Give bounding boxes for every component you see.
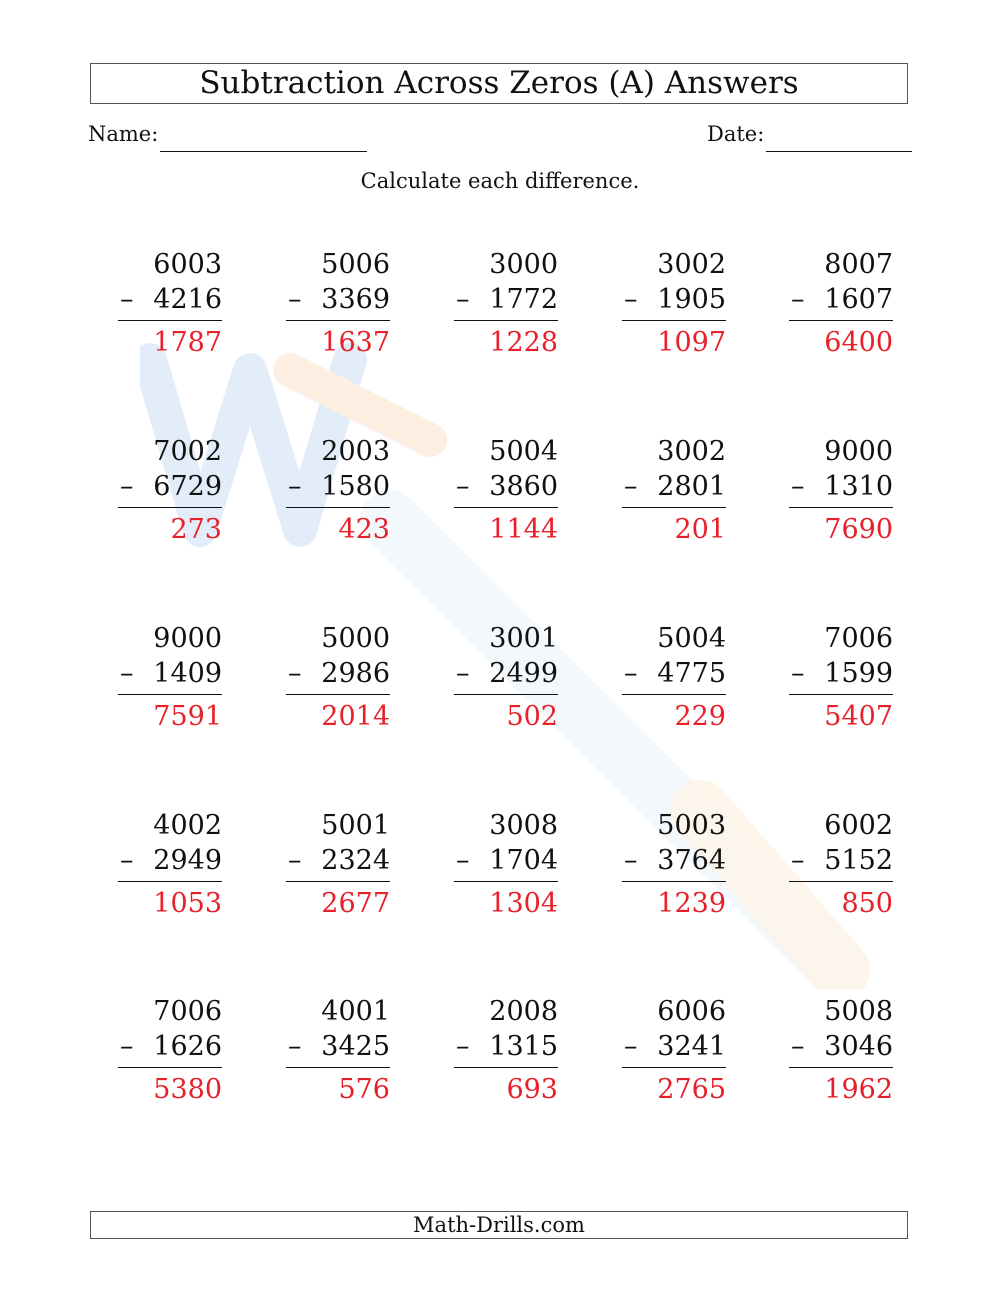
subtraction-problem [286, 436, 390, 566]
answer-rule [789, 507, 893, 508]
answer-rule [118, 320, 222, 321]
minuend: 5003 [657, 810, 726, 841]
answer: 1239 [657, 888, 726, 919]
subtraction-problem [118, 996, 222, 1126]
answer-rule [286, 507, 390, 508]
subtrahend: 1580 [321, 471, 390, 502]
answer: 1304 [489, 888, 558, 919]
minuend: 6006 [657, 996, 726, 1027]
minus-sign: – [456, 845, 470, 876]
answer: 693 [506, 1074, 558, 1105]
subtrahend: 3241 [657, 1031, 726, 1062]
minus-sign: – [288, 845, 302, 876]
minuend: 5004 [657, 623, 726, 654]
answer: 7690 [824, 514, 893, 545]
date-label: Date: [707, 122, 765, 146]
minuend: 4002 [153, 810, 222, 841]
minus-sign: – [791, 658, 805, 689]
subtrahend: 4775 [657, 658, 726, 689]
answer-rule [622, 881, 726, 882]
answer: 1787 [153, 327, 222, 358]
subtrahend: 3046 [824, 1031, 893, 1062]
answer-rule [454, 694, 558, 695]
subtraction-problem [622, 623, 726, 753]
subtrahend: 3425 [321, 1031, 390, 1062]
answer-rule [789, 694, 893, 695]
subtraction-problem [789, 249, 893, 379]
answer: 201 [674, 514, 726, 545]
minus-sign: – [791, 471, 805, 502]
minuend: 8007 [824, 249, 893, 280]
answer-rule [118, 694, 222, 695]
answer-rule [286, 881, 390, 882]
minus-sign: – [120, 658, 134, 689]
minuend: 3002 [657, 249, 726, 280]
minuend: 7006 [153, 996, 222, 1027]
answer: 576 [338, 1074, 390, 1105]
subtrahend: 1310 [824, 471, 893, 502]
subtraction-problem [118, 249, 222, 379]
minus-sign: – [120, 1031, 134, 1062]
answer-rule [118, 1067, 222, 1068]
answer-rule [789, 320, 893, 321]
minuend: 9000 [824, 436, 893, 467]
minus-sign: – [288, 471, 302, 502]
subtrahend: 3860 [489, 471, 558, 502]
answer: 2765 [657, 1074, 726, 1105]
minus-sign: – [624, 658, 638, 689]
subtrahend: 6729 [153, 471, 222, 502]
answer: 2677 [321, 888, 390, 919]
minuend: 9000 [153, 623, 222, 654]
subtrahend: 1626 [153, 1031, 222, 1062]
subtraction-problem [118, 810, 222, 940]
minus-sign: – [120, 845, 134, 876]
subtrahend: 4216 [153, 284, 222, 315]
worksheet-title: Subtraction Across Zeros (A) Answers [90, 63, 908, 104]
answer-rule [286, 320, 390, 321]
subtraction-problem [286, 249, 390, 379]
subtrahend: 1607 [824, 284, 893, 315]
answer-rule [118, 881, 222, 882]
subtraction-problem [789, 436, 893, 566]
answer-rule [622, 507, 726, 508]
minuend: 4001 [321, 996, 390, 1027]
subtraction-problem [118, 623, 222, 753]
minuend: 5004 [489, 436, 558, 467]
subtraction-problem [622, 810, 726, 940]
subtraction-problem [286, 810, 390, 940]
minus-sign: – [288, 658, 302, 689]
answer: 1144 [489, 514, 558, 545]
subtraction-problem [789, 810, 893, 940]
name-input-line [160, 151, 367, 152]
subtraction-problem [118, 436, 222, 566]
answer: 423 [338, 514, 390, 545]
minuend: 7006 [824, 623, 893, 654]
answer-rule [286, 694, 390, 695]
minus-sign: – [791, 1031, 805, 1062]
subtrahend: 2324 [321, 845, 390, 876]
subtraction-problem [454, 623, 558, 753]
subtraction-problem [789, 996, 893, 1126]
date-input-line [766, 151, 912, 152]
subtraction-problem [454, 996, 558, 1126]
answer: 229 [674, 701, 726, 732]
subtraction-problem [454, 249, 558, 379]
minuend: 6003 [153, 249, 222, 280]
minus-sign: – [456, 284, 470, 315]
answer: 1097 [657, 327, 726, 358]
answer-rule [454, 320, 558, 321]
minuend: 3001 [489, 623, 558, 654]
instruction-text: Calculate each difference. [360, 169, 640, 193]
answer: 273 [170, 514, 222, 545]
minus-sign: – [456, 1031, 470, 1062]
subtraction-problem [622, 996, 726, 1126]
answer: 1962 [824, 1074, 893, 1105]
minuend: 5006 [321, 249, 390, 280]
answer-rule [789, 881, 893, 882]
minus-sign: – [456, 658, 470, 689]
subtrahend: 5152 [824, 845, 893, 876]
minus-sign: – [791, 284, 805, 315]
name-label: Name: [88, 122, 159, 146]
answer: 2014 [321, 701, 390, 732]
subtrahend: 1905 [657, 284, 726, 315]
subtrahend: 2986 [321, 658, 390, 689]
subtraction-problem [622, 436, 726, 566]
subtrahend: 3764 [657, 845, 726, 876]
subtraction-problem [286, 996, 390, 1126]
answer: 1053 [153, 888, 222, 919]
answer-rule [789, 1067, 893, 1068]
subtraction-problem [454, 810, 558, 940]
footer-credit: Math-Drills.com [90, 1211, 908, 1239]
answer-rule [454, 881, 558, 882]
answer-rule [622, 320, 726, 321]
subtrahend: 1772 [489, 284, 558, 315]
minus-sign: – [288, 1031, 302, 1062]
minuend: 3002 [657, 436, 726, 467]
minus-sign: – [120, 471, 134, 502]
answer-rule [118, 507, 222, 508]
subtrahend: 1409 [153, 658, 222, 689]
subtraction-problem [789, 623, 893, 753]
answer-rule [622, 694, 726, 695]
answer-rule [454, 507, 558, 508]
minus-sign: – [624, 471, 638, 502]
subtrahend: 1599 [824, 658, 893, 689]
minus-sign: – [624, 845, 638, 876]
answer: 850 [841, 888, 893, 919]
answer: 5407 [824, 701, 893, 732]
answer: 1228 [489, 327, 558, 358]
subtraction-problem [454, 436, 558, 566]
subtrahend: 1315 [489, 1031, 558, 1062]
answer: 502 [506, 701, 558, 732]
subtrahend: 3369 [321, 284, 390, 315]
subtraction-problem [286, 623, 390, 753]
answer: 5380 [153, 1074, 222, 1105]
answer: 7591 [153, 701, 222, 732]
subtrahend: 2499 [489, 658, 558, 689]
minus-sign: – [288, 284, 302, 315]
minus-sign: – [624, 1031, 638, 1062]
subtraction-problem [622, 249, 726, 379]
answer-rule [622, 1067, 726, 1068]
subtrahend: 1704 [489, 845, 558, 876]
minuend: 5008 [824, 996, 893, 1027]
minus-sign: – [624, 284, 638, 315]
subtrahend: 2801 [657, 471, 726, 502]
subtrahend: 2949 [153, 845, 222, 876]
minuend: 7002 [153, 436, 222, 467]
answer: 6400 [824, 327, 893, 358]
minuend: 2003 [321, 436, 390, 467]
minuend: 3000 [489, 249, 558, 280]
minuend: 5001 [321, 810, 390, 841]
minus-sign: – [456, 471, 470, 502]
answer-rule [454, 1067, 558, 1068]
minuend: 3008 [489, 810, 558, 841]
minuend: 5000 [321, 623, 390, 654]
answer-rule [286, 1067, 390, 1068]
minuend: 2008 [489, 996, 558, 1027]
minuend: 6002 [824, 810, 893, 841]
answer: 1637 [321, 327, 390, 358]
minus-sign: – [120, 284, 134, 315]
minus-sign: – [791, 845, 805, 876]
